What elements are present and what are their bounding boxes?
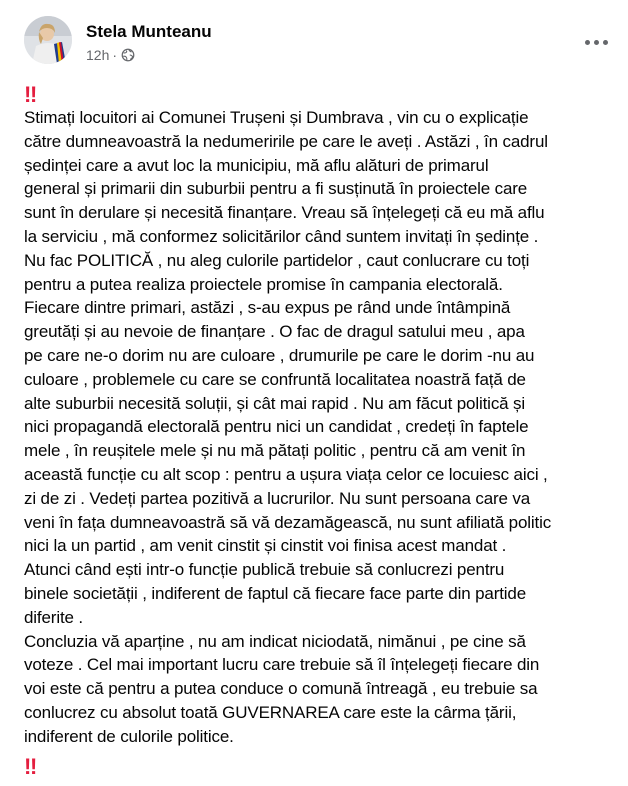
post-time[interactable]: 12h	[86, 47, 110, 63]
more-options-icon[interactable]	[578, 30, 614, 54]
avatar-photo	[24, 16, 72, 64]
double-exclamation-icon: ‼	[24, 82, 33, 107]
globe-icon[interactable]	[121, 48, 135, 62]
post-text: Stimați locuitori ai Comunei Trușeni și Dumbrava , vin cu o explicație către dumneavoastră la nedumeririle pe care le aveți . Astăzi , în cadrul ședinței care a avut loc la municipiu, mă aflu alături de primarul general și primarii din suburbii pentru a fi susținută în proiectele care sunt în derulare și necesită finanțare. Vreau să înțelegeți că eu mă aflu la serviciu , mă conformez solicitărilor când suntem invitați în ședințe . Nu fac POLITICĂ , nu aleg culorile partidelor , caut conlucrare cu toți pentru a putea realiza proiectele promise în campania electorală. Fiecare dintre primari, astăzi , s-au expus pe rând unde întâmpină greutăți și au nevoie de finanțare . O fac de dragul satului meu , apa pe care ne-o dorim nu are culoare , drumurile pe care le dorim -nu au culoare , problemele cu care se confruntă localitatea noastră față de alte suburbii necesită soluții, și cât mai rapid . Nu am făcut politică și nici propagandă electorală pentru nici un candidat , credeți în faptele mele , în reușitele mele și nu mă pătați politic , pentru că am venit în această funcție cu alt scop : pentru a ușura viața celor ce locuiesc aici , zi de zi . Vedeți partea pozitivă a lucrurilor. Nu sunt persoana care va veni în fața dumneavoastră să vă dezamăgească, nu sunt afiliată politic nici la un partid , am venit cinstit și cinstit voi finisa acest mandat . Atunci când ești intr-o funcție publică trebuie să conlucrezi pentru binele societății , indiferent de faptul că fiecare face parte din partide diferite . Concluzia vă aparține , nu am indicat niciodată, nimănui , pe cine să voteze . Cel mai important lucru care trebuie să îl înțelegeți fiecare din voi este că pentru a putea conduce o comună întreagă , eu trebuie sa conlucrez cu absolut toată GUVERNAREA care este la cârma țării, indiferent de culorile politice.	[24, 108, 552, 746]
post-meta	[86, 47, 135, 63]
author-name[interactable]: Stela Munteanu	[86, 22, 212, 41]
meta-separator: ·	[112, 47, 118, 63]
double-exclamation-icon-bottom: ‼	[24, 754, 33, 779]
post-header	[24, 16, 614, 72]
avatar[interactable]	[24, 16, 72, 64]
